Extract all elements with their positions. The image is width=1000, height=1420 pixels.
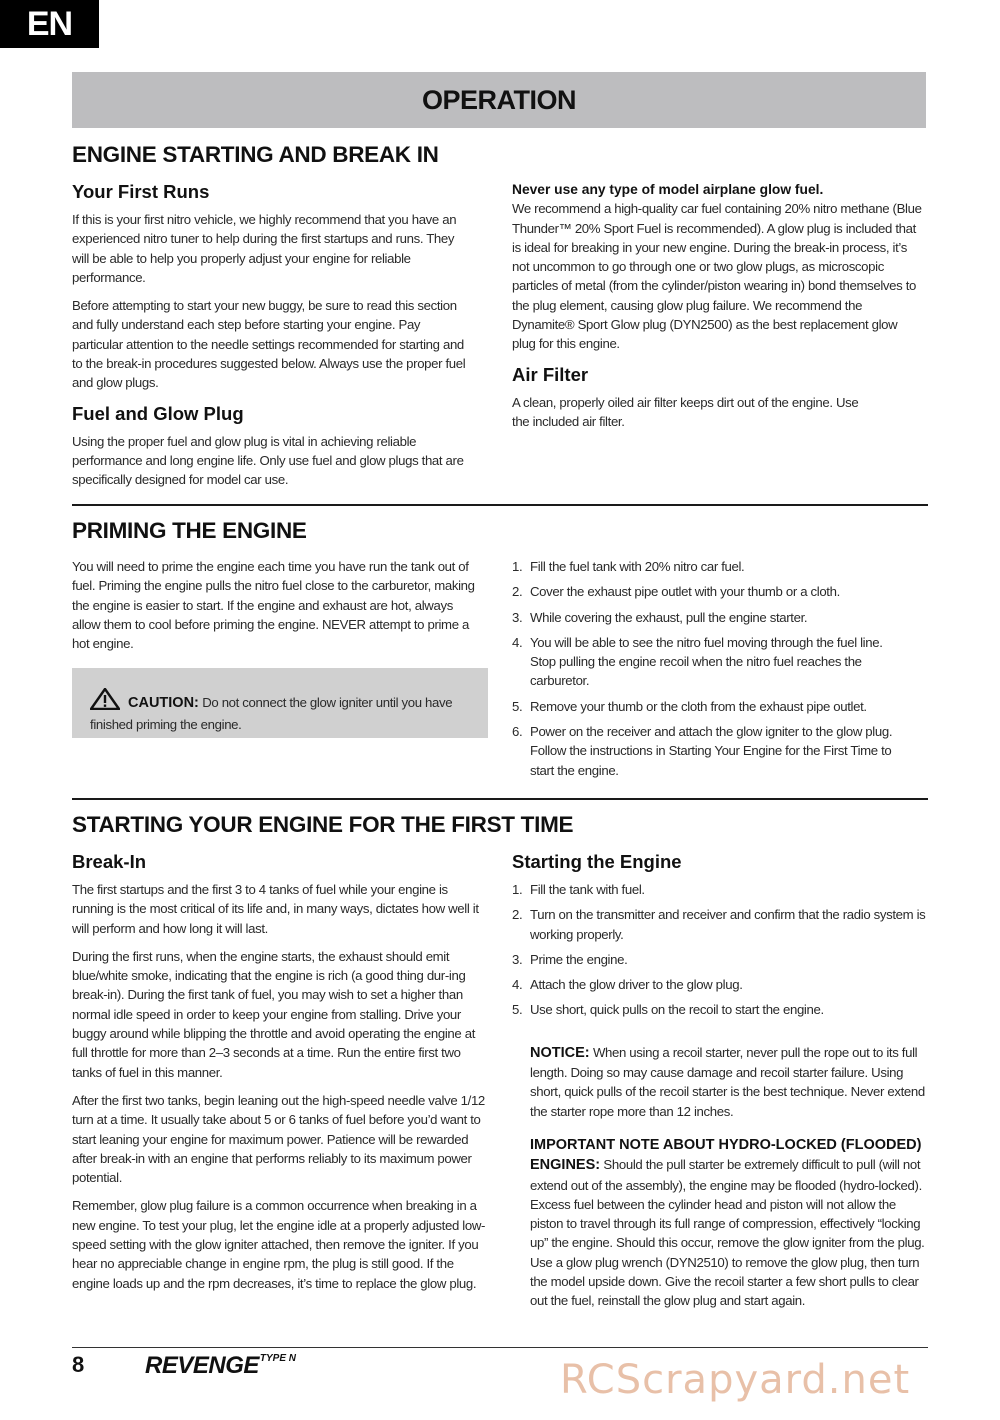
section-title-engine-starting: ENGINE STARTING AND BREAK IN	[72, 142, 439, 167]
step-text: Use short, quick pulls on the recoil to start the engine.	[530, 1002, 824, 1018]
paragraph-break-in-3: After the first two tanks, begin leaning out the high-speed needle valve 1/12 turn at a time. It usually take about 5 or 6 tanks of fuel before you’d want to start leaning your engine for maximum power. Patience will be rewarded after break-in with an engine that performs reliably to its maximum power potential.	[72, 1092, 485, 1186]
divider	[72, 798, 928, 800]
step-number: 4.	[512, 977, 523, 993]
language-tab: EN	[0, 0, 99, 48]
caution-text: Do not connect the glow igniter until you have finished priming the engine.	[90, 695, 453, 733]
notice-text: When using a recoil starter, never pull the rope out to its full length. Doing so may cause damage and recoil starter failure. Using short, quick pulls of the recoil starter is the best technique. Never extend the starter rope more than 12 inches.	[530, 1044, 925, 1119]
step-number: 4.	[512, 634, 523, 650]
left-column-section1	[72, 180, 472, 499]
caution-message	[90, 688, 480, 735]
paragraph-priming: You will need to prime the engine each time you have run the tank out of fuel. Priming the engine pulls the nitro fuel close to the carburetor, making the engine is easier to start. If the engine and exhaust are hot, always allow them to cool before priming the engine. NEVER attempt to prime a hot engine.	[72, 559, 475, 652]
left-column-section3	[72, 850, 492, 1302]
heading-starting-the-engine: Starting the Engine	[512, 851, 682, 872]
step-number: 5.	[512, 698, 523, 714]
divider	[72, 504, 928, 506]
caution-box	[72, 668, 488, 738]
step-text: While covering the exhaust, pull the engine starter.	[530, 609, 808, 625]
list-step	[512, 905, 930, 944]
list-step	[512, 975, 930, 994]
list-step	[512, 557, 907, 576]
step-text: You will be able to see the nitro fuel moving through the fuel line. Stop pulling the engine recoil when the nitro fuel reaches the carburetor.	[530, 634, 883, 689]
paragraph-air-filter: A clean, properly oiled air filter keeps dirt out of the engine. Use the included air filter.	[512, 394, 859, 429]
paragraph-fuel-recommendation: We recommend a high-quality car fuel containing 20% nitro methane (Blue Thunder™ 20% Sport Fuel is recommended). A glow plug is included that is ideal for breaking in your new engine. During the break-in process, it’s not uncommon to go through one or two glow plugs, as microscopic particles of metal (from the cylinder/piston wearing in) bond themselves to the plug element, causing glow plug failure. We recommend the Dynamite® Sport Glow plug (DYN2500) as the best replacement glow plug for this engine.	[512, 201, 922, 352]
list-step	[512, 608, 907, 627]
step-text: Attach the glow driver to the glow plug.	[530, 977, 743, 993]
revenge-logo	[145, 1352, 296, 1380]
watermark: RCScrapyard.net	[560, 1357, 911, 1403]
heading-break-in: Break-In	[72, 851, 147, 872]
list-step	[512, 697, 907, 716]
important-note-text: Should the pull starter be extremely difficult to pull (will not extend out of the assembly), the engine may be flooded (hydro-locked). Excess fuel between the cylinder head and piston will not allow the piston to travel through its full range of compression, effectively “locking up” the engine. Should this occur, remove the glow igniter from the plug. Use a glow plug wrench (DYN2510) to remove the glow plug, then turn the model upside down. Give the recoil starter a few short pulls to clear out the fuel, reinstall the glow plug and start again.	[530, 1157, 925, 1309]
step-number: 5.	[512, 1002, 523, 1018]
paragraph-first-runs-1: If this is your first nitro vehicle, we highly recommend that you have an experienced nitro tuner to help during the first startups and runs. They will be able to help you properly adjust your engine for reliable performance.	[72, 212, 457, 285]
paragraph-break-in-4: Remember, glow plug failure is a common occurrence when breaking in a new engine. To test your plug, let the engine idle at a properly adjusted low-speed setting with the glow igniter attached, then remove the igniter. If you hear no appreciable change in engine rpm, the plug is still good. If the engine loads up and the rpm decreases, it’s time to replace the glow plug.	[72, 1198, 486, 1291]
paragraph-first-runs-2: Before attempting to start your new buggy, be sure to read this section and fully understand each step before starting your engine. Pay particular attention to the needle settings recommended for starting and to the break-in procedures suggested below. Always use the proper fuel and glow plugs.	[72, 298, 466, 391]
step-number: 1.	[512, 882, 523, 897]
list-step	[512, 1000, 930, 1019]
step-text: Prime the engine.	[530, 951, 628, 967]
important-note-block	[530, 1135, 930, 1311]
step-number: 3.	[512, 951, 523, 967]
fuel-info-block	[512, 180, 922, 354]
right-column-section1	[512, 180, 922, 440]
right-column-section3	[512, 850, 930, 1320]
list-step	[512, 582, 907, 601]
step-number: 1.	[512, 559, 523, 574]
notice-label: NOTICE:	[530, 1044, 590, 1061]
heading-your-first-runs: Your First Runs	[72, 181, 210, 202]
step-text: Fill the tank with fuel.	[530, 882, 645, 897]
fuel-warning-lead: Never use any type of model airplane glow fuel.	[512, 182, 824, 197]
step-number: 3.	[512, 609, 523, 625]
paragraph-fuel-glow: Using the proper fuel and glow plug is vital in achieving reliable performance and long engine life. Only use fuel and glow plugs that are specifically designed for model car use.	[72, 433, 464, 488]
step-number: 6.	[512, 724, 523, 740]
starting-steps	[512, 880, 930, 1026]
step-number: 2.	[512, 584, 523, 600]
step-text: Cover the exhaust pipe outlet with your thumb or a cloth.	[530, 584, 840, 600]
step-text: Fill the fuel tank with 20% nitro car fuel.	[530, 559, 745, 574]
logo-sub: TYPE N	[259, 1353, 296, 1364]
important-note-label: IMPORTANT NOTE ABOUT HYDRO-LOCKED (FLOODED) ENGINES:	[530, 1136, 922, 1174]
list-step	[512, 950, 930, 969]
section-band-title: OPERATION	[72, 72, 926, 128]
step-text: Power on the receiver and attach the glow igniter to the glow plug. Follow the instructions in Starting Your Engine for the First Time to start the engine.	[530, 724, 893, 778]
list-step	[512, 633, 907, 691]
notice-block	[530, 1043, 930, 1121]
priming-steps	[512, 557, 907, 786]
list-step	[512, 880, 930, 899]
paragraph-break-in-2: During the first runs, when the engine starts, the exhaust should emit blue/white smoke, indicating that the engine is rich (a good thing dur-ing break-in). During the first tank of fuel, you may wish to set a higher than normal idle speed in order to keep your engine from stalling. Drive your buggy around while blipping the throttle and avoid operating the engine at full throttle for more than 2–3 seconds at a time. Run the entire first two tanks of fuel in this manner.	[72, 948, 476, 1080]
paragraph-break-in-1: The first startups and the first 3 to 4 tanks of fuel while your engine is running is the most critical of its life and, in many ways, dictates how well it will perform and how long it will last.	[72, 882, 479, 936]
step-text: Remove your thumb or the cloth from the exhaust pipe outlet.	[530, 698, 867, 714]
list-step	[512, 722, 907, 780]
heading-fuel-and-glow-plug: Fuel and Glow Plug	[72, 402, 244, 424]
caution-label: CAUTION:	[128, 695, 199, 711]
logo-main: REVENGE	[145, 1352, 259, 1379]
step-text: Turn on the transmitter and receiver and confirm that the radio system is working properly.	[530, 907, 926, 942]
heading-air-filter: Air Filter	[512, 363, 589, 385]
page-number: 8	[72, 1352, 85, 1377]
section-title-starting-first-time: STARTING YOUR ENGINE FOR THE FIRST TIME	[72, 812, 574, 837]
step-number: 2.	[512, 907, 523, 923]
section-title-priming: PRIMING THE ENGINE	[72, 518, 307, 543]
warning-triangle-icon	[90, 688, 120, 715]
footer-divider	[72, 1347, 928, 1348]
